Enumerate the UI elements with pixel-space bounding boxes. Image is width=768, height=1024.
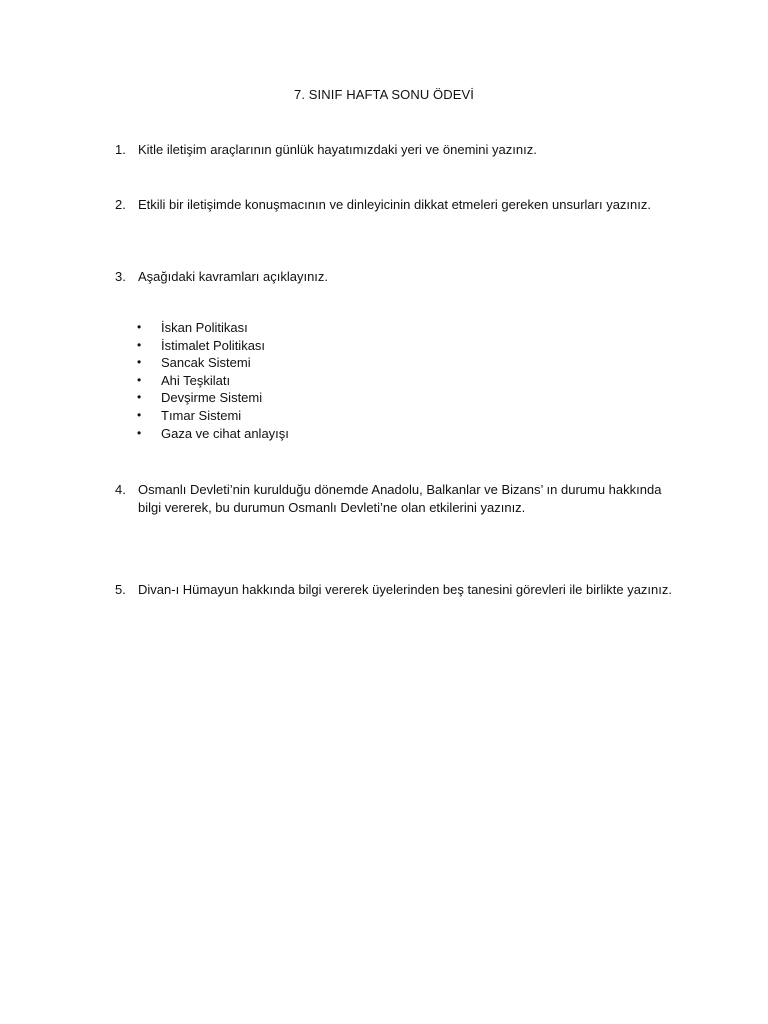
list-item [0, 407, 768, 425]
question-text: Divan-ı Hümayun hakkında bilgi vererek üyelerinden beş tanesini görevleri ile birlikte yazınız. [138, 582, 672, 597]
question-text: Osmanlı Devleti’nin kurulduğu dönemde Anadolu, Balkanlar ve Bizans’ ın durumu hakkında bilgi vererek, bu durumun Osmanlı Devleti’ne olan etkilerini yazınız. [138, 482, 662, 515]
bullet-icon: • [137, 390, 142, 405]
list-item [0, 425, 768, 443]
question-number: 2. [115, 197, 126, 212]
question-number: 4. [115, 482, 126, 497]
question-text: Aşağıdaki kavramları açıklayınız. [138, 269, 329, 284]
bullet-icon: • [137, 337, 142, 352]
bullet-icon: • [137, 372, 142, 387]
concept-label: Gaza ve cihat anlayışı [161, 425, 289, 441]
bullet-icon: • [137, 407, 142, 422]
concept-list [0, 319, 768, 442]
list-item [0, 337, 768, 355]
question-number: 5. [115, 582, 126, 597]
list-item [0, 389, 768, 407]
bullet-icon: • [137, 320, 142, 334]
document-title: 7. SINIF HAFTA SONU ÖDEVİ [294, 87, 474, 102]
question-text: Etkili bir iletişimde konuşmacının ve dinleyicinin dikkat etmeleri gereken unsurları yazınız. [138, 197, 651, 212]
concept-label: Tımar Sistemi [161, 407, 242, 423]
concept-label: Ahi Teşkilatı [161, 372, 231, 388]
bullet-icon: • [137, 355, 142, 370]
list-item [0, 354, 768, 372]
concept-label: Sancak Sistemi [161, 355, 251, 371]
question-number: 3. [115, 269, 126, 284]
concept-label: İstimalet Politikası [161, 337, 266, 353]
question-text: Kitle iletişim araçlarının günlük hayatımızdaki yeri ve önemini yazınız. [138, 142, 537, 157]
concept-label: İskan Politikası [161, 320, 248, 335]
list-item [0, 319, 768, 337]
concept-label: Devşirme Sistemi [161, 390, 263, 406]
question-number: 1. [115, 142, 126, 157]
list-item [0, 372, 768, 390]
bullet-icon: • [137, 425, 142, 440]
